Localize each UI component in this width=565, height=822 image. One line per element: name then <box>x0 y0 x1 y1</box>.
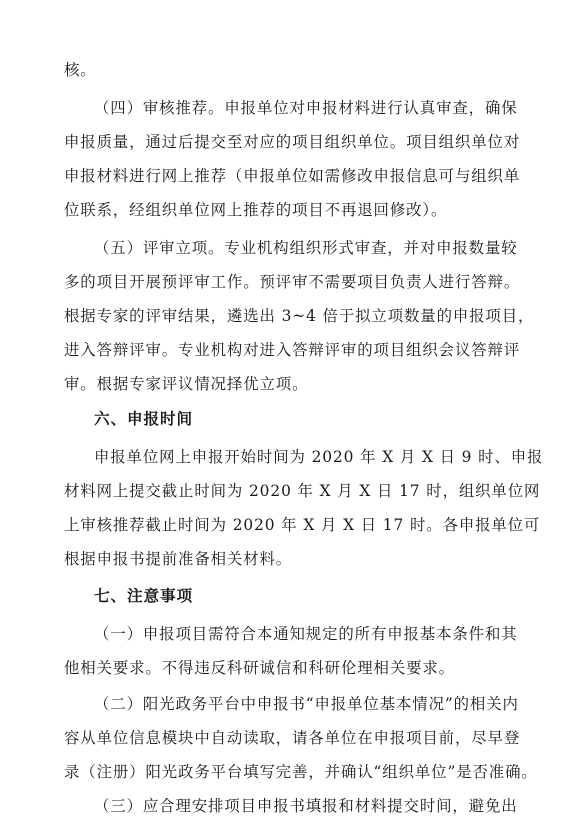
section-heading-notes: 七、注意事项 <box>94 587 193 605</box>
section-heading-application-time: 六、申报时间 <box>94 410 193 428</box>
text-line: 根据专家的评审结果，遴选出 3~4 倍于拟立项数量的申报项目， <box>64 307 535 325</box>
text-line: 多的项目开展预评审工作。预评审不需要项目负责人进行答辩。 <box>64 273 521 291</box>
text-line: 进入答辩评审。专业机构对进入答辩评审的项目组织会议答辩评 <box>64 341 521 359</box>
text-line: 申报材料进行网上推荐（申报单位如需修改申报信息可与组织单 <box>64 167 521 185</box>
paragraph-review-recommendation: （四）审核推荐。申报单位对申报材料进行认真审查，确保 <box>94 99 518 117</box>
text-line: 位联系，经组织单位网上推荐的项目不再退回修改）。 <box>64 201 448 219</box>
text-line: 申报质量，通过后提交至对应的项目组织单位。项目组织单位对 <box>64 133 521 151</box>
paragraph-note-two: （二）阳光政务平台中申报书“申报单位基本情况”的相关内 <box>94 695 519 713</box>
paragraph-note-three: （三）应合理安排项目申报书填报和材料提交时间，避免出 <box>94 797 518 815</box>
paragraph-note-one: （一）申报项目需符合本通知规定的所有申报基本条件和其 <box>94 625 518 643</box>
text-line: 审。根据专家评议情况择优立项。 <box>64 375 309 393</box>
text-line: 根据申报书提前准备相关材料。 <box>64 550 293 568</box>
text-line: 材料网上提交截止时间为 2020 年 X 月 X 日 17 时，组织单位网 <box>64 482 541 500</box>
paragraph-evaluation-approval: （五）评审立项。专业机构组织形式审查，并对申报数量较 <box>94 239 518 257</box>
text-line: 核。 <box>64 61 97 79</box>
text-line: 上审核推荐截止时间为 2020 年 X 月 X 日 17 时。各申报单位可 <box>64 516 541 534</box>
text-line: 录（注册）阳光政务平台填写完善，并确认“组织单位”是否准确。 <box>64 763 538 781</box>
text-line: 他相关要求。不得违反科研诚信和科研伦理相关要求。 <box>64 659 455 677</box>
text-line: 容从单位信息模块中自动读取，请各单位在申报项目前，尽早登 <box>64 729 521 747</box>
paragraph-application-time: 申报单位网上申报开始时间为 2020 年 X 月 X 日 9 时、申报 <box>94 448 544 466</box>
